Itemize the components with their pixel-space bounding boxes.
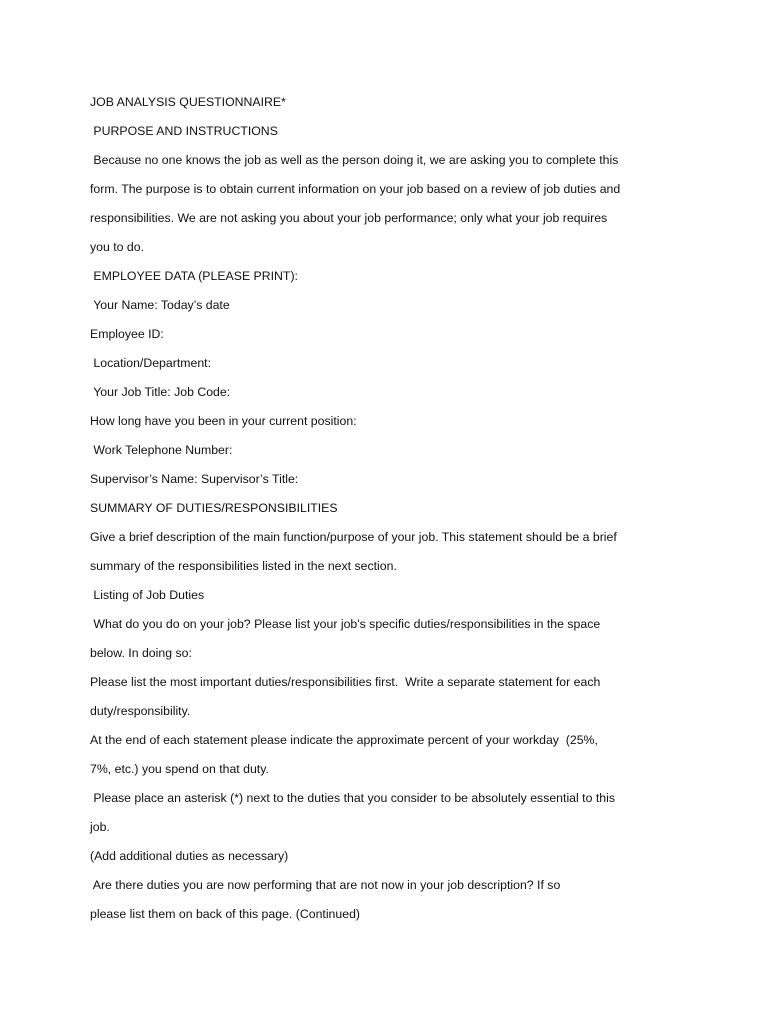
text-line: form. The purpose is to obtain current information on your job based on a review of job duties and bbox=[90, 182, 621, 196]
field-label-location: Location/Department: bbox=[90, 356, 211, 370]
text-line: (Add additional duties as necessary) bbox=[90, 849, 289, 863]
text-line: responsibilities. We are not asking you about your job performance; only what your job requires bbox=[90, 211, 608, 225]
section-heading-purpose: PURPOSE AND INSTRUCTIONS bbox=[90, 124, 278, 138]
text-line: duty/responsibility. bbox=[90, 704, 191, 718]
text-line: summary of the responsibilities listed in the next section. bbox=[90, 559, 397, 573]
field-label-tenure: How long have you been in your current position: bbox=[90, 414, 357, 428]
text-line: At the end of each statement please indicate the approximate percent of your workday (25%, bbox=[90, 733, 598, 747]
field-label-supervisor: Supervisor’s Name: Supervisor’s Title: bbox=[90, 472, 299, 486]
document-body bbox=[90, 92, 690, 933]
text-line: What do you do on your job? Please list your job's specific duties/responsibilities in the space bbox=[90, 617, 601, 631]
text-line: you to do. bbox=[90, 240, 145, 254]
text-line: job. bbox=[90, 820, 110, 834]
field-label-name-date: Your Name: Today’s date bbox=[90, 298, 230, 312]
text-line: 7%, etc.) you spend on that duty. bbox=[90, 762, 269, 776]
doc-title: JOB ANALYSIS QUESTIONNAIRE* bbox=[90, 95, 286, 109]
field-label-job-title: Your Job Title: Job Code: bbox=[90, 385, 231, 399]
section-heading-employee-data: EMPLOYEE DATA (PLEASE PRINT): bbox=[90, 269, 298, 283]
text-line: below. In doing so: bbox=[90, 646, 192, 660]
section-heading-job-duties: Listing of Job Duties bbox=[90, 588, 205, 602]
text-line: please list them on back of this page. (Continued) bbox=[90, 907, 361, 921]
text-line: Please place an asterisk (*) next to the duties that you consider to be absolutely essential to this bbox=[90, 791, 615, 805]
text-line: Are there duties you are now performing that are not now in your job description? If so bbox=[90, 878, 561, 892]
text-line: Please list the most important duties/responsibilities first. Write a separate statement for each bbox=[90, 675, 601, 689]
field-label-telephone: Work Telephone Number: bbox=[90, 443, 233, 457]
text-line: Give a brief description of the main function/purpose of your job. This statement should be a brief bbox=[90, 530, 617, 544]
text-line: Because no one knows the job as well as the person doing it, we are asking you to complete this bbox=[90, 153, 619, 167]
field-label-employee-id: Employee ID: bbox=[90, 327, 164, 341]
section-heading-summary: SUMMARY OF DUTIES/RESPONSIBILITIES bbox=[90, 501, 338, 515]
